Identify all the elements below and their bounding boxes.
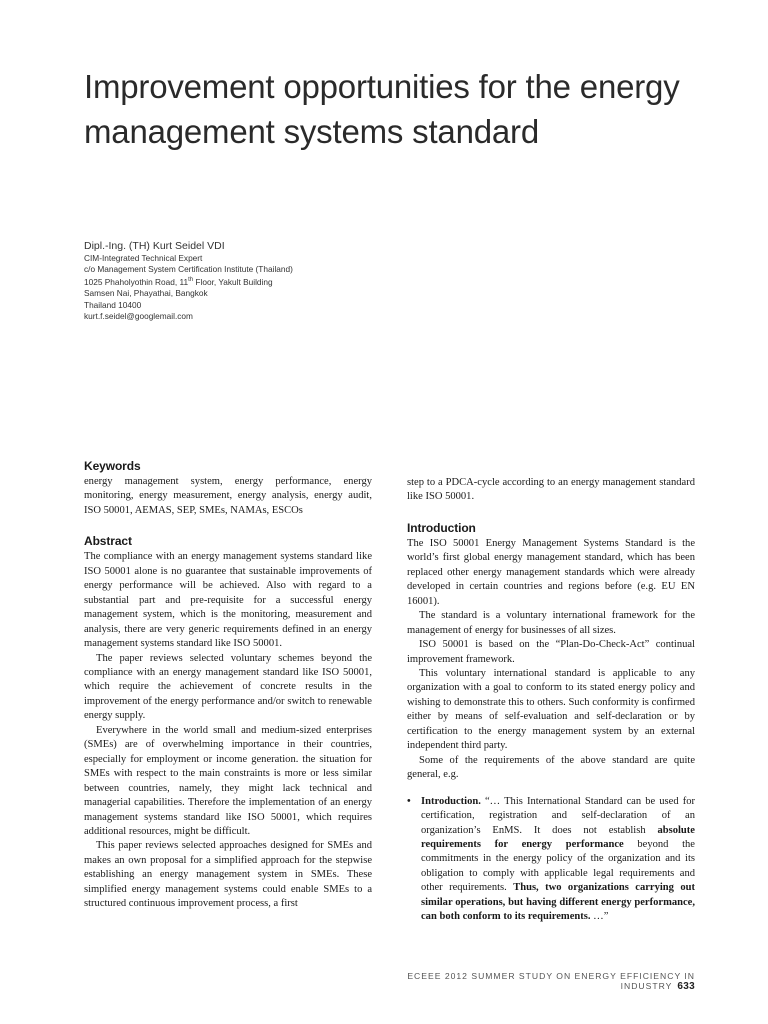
- page-footer: [340, 971, 695, 992]
- author-address-sup: th: [188, 277, 194, 284]
- intro-paragraph: ISO 50001 is based on the “Plan-Do-Check-Act” continual improvement framework.: [407, 639, 695, 665]
- abstract-heading: Abstract: [84, 534, 132, 549]
- author-organization: c/o Management System Certification Institute (Thailand): [84, 264, 293, 275]
- abstract-paragraph: This paper reviews selected approaches designed for SMEs and makes an own proposal for a simplified approach for the stepwise establishing an energy management system in SMEs. These simplified energy management systems could enable SMEs to a structured continuous improvement process, a first: [84, 840, 372, 910]
- bullet-label: Introduction.: [421, 795, 481, 807]
- author-country: Thailand 10400: [84, 299, 142, 310]
- right-column: [407, 476, 695, 925]
- abstract-paragraph: Everywhere in the world small and medium-sized enterprises (SMEs) are of overwhelming importance in their countries, especially for employment or income generation. the situation for SMEs with respect to the main constraints is more or less similar between countries, namely, they might lack technical and managerial capabilities. Therefore the implementation of an energy management systems standard like ISO 50001, which requires additional resources, might be difficult.: [84, 724, 372, 837]
- bullet-bold-text: Thus, two organizations carrying out similar operations, but having different energy performance, can both conform to its requirements.: [421, 882, 695, 923]
- bullet-list: [407, 795, 695, 925]
- author-address: [84, 275, 484, 288]
- intro-paragraph: The ISO 50001 Energy Management Systems Standard is the world’s first global energy management standard, which has been replaced other energy management standards which were already developed in certain countries and regions before (e.g. EU EN 16001).: [407, 537, 695, 607]
- keywords-text: energy management system, energy performance, energy monitoring, energy measurement, energy analysis, energy audit, ISO 50001, AEMAS, SEP, SMEs, NAMAs, ESCOs: [84, 476, 372, 516]
- left-column: [84, 458, 372, 912]
- abstract-paragraph: The compliance with an energy management systems standard like ISO 50001 alone is no guarantee that sustainable improvements of energy performance will be achieved. Also with regard to a substantial part and pre-requisite for a successful energy management system, which is the monitoring, measurement and analysis, there are very generic requirements defined in an energy management systems standard like ISO 50001.: [84, 551, 372, 650]
- keywords-heading: Keywords: [84, 459, 141, 473]
- introduction-heading: Introduction: [407, 520, 476, 535]
- author-city: Samsen Nai, Phayathai, Bangkok: [84, 288, 208, 299]
- abstract-continuation: step to a PDCA-cycle according to an energy management standard like ISO 50001.: [407, 477, 695, 503]
- author-role: CIM-Integrated Technical Expert: [84, 253, 203, 263]
- paper-title: Improvement opportunities for the energy management systems standard: [84, 68, 680, 150]
- abstract-paragraph: The paper reviews selected voluntary schemes beyond the compliance with an energy management standard like ISO 50001, which require the achievement of concrete results in the improvement of the energy performance and/or switch to renewable energy supply.: [84, 652, 372, 722]
- author-block: [84, 239, 484, 322]
- bullet-bold-text: absolute requirements for energy performance: [421, 824, 695, 850]
- author-address-post: Floor, Yakult Building: [193, 277, 273, 288]
- footer-text: ECEEE 2012 SUMMER STUDY ON ENERGY EFFICIENCY IN INDUSTRY: [407, 971, 695, 991]
- author-name: Dipl.-Ing. (TH) Kurt Seidel VDI: [84, 240, 225, 252]
- intro-paragraph: This voluntary international standard is applicable to any organization with a goal to conform to its stated energy policy and wishing to demonstrate this to others. Such conformity is confirmed either by means of self-evaluation and self-declaration or by certification to the energy management system by an external independent third party.: [407, 667, 695, 752]
- bullet-item: [407, 795, 695, 925]
- author-email[interactable]: kurt.f.seidel@googlemail.com: [84, 310, 193, 321]
- intro-paragraph: The standard is a voluntary international framework for the management of energy for businesses of all sizes.: [407, 610, 695, 636]
- bullet-text: beyond the commitments in the energy policy of the organization and its obligation to comply with applicable legal requirements and other requirements.: [421, 838, 695, 894]
- intro-paragraph: Some of the requirements of the above standard are quite general, e.g.: [407, 754, 695, 781]
- author-address-pre: 1025 Phaholyothin Road, 11: [84, 277, 189, 288]
- bullet-text: “… This International Standard can be used for certification, registration and self-declaration of an organization’s EnMS. It does not establish: [421, 795, 695, 836]
- bullet-text: …”: [590, 911, 609, 923]
- bullet-dot-icon: •: [407, 795, 411, 807]
- page-number: 633: [677, 981, 695, 992]
